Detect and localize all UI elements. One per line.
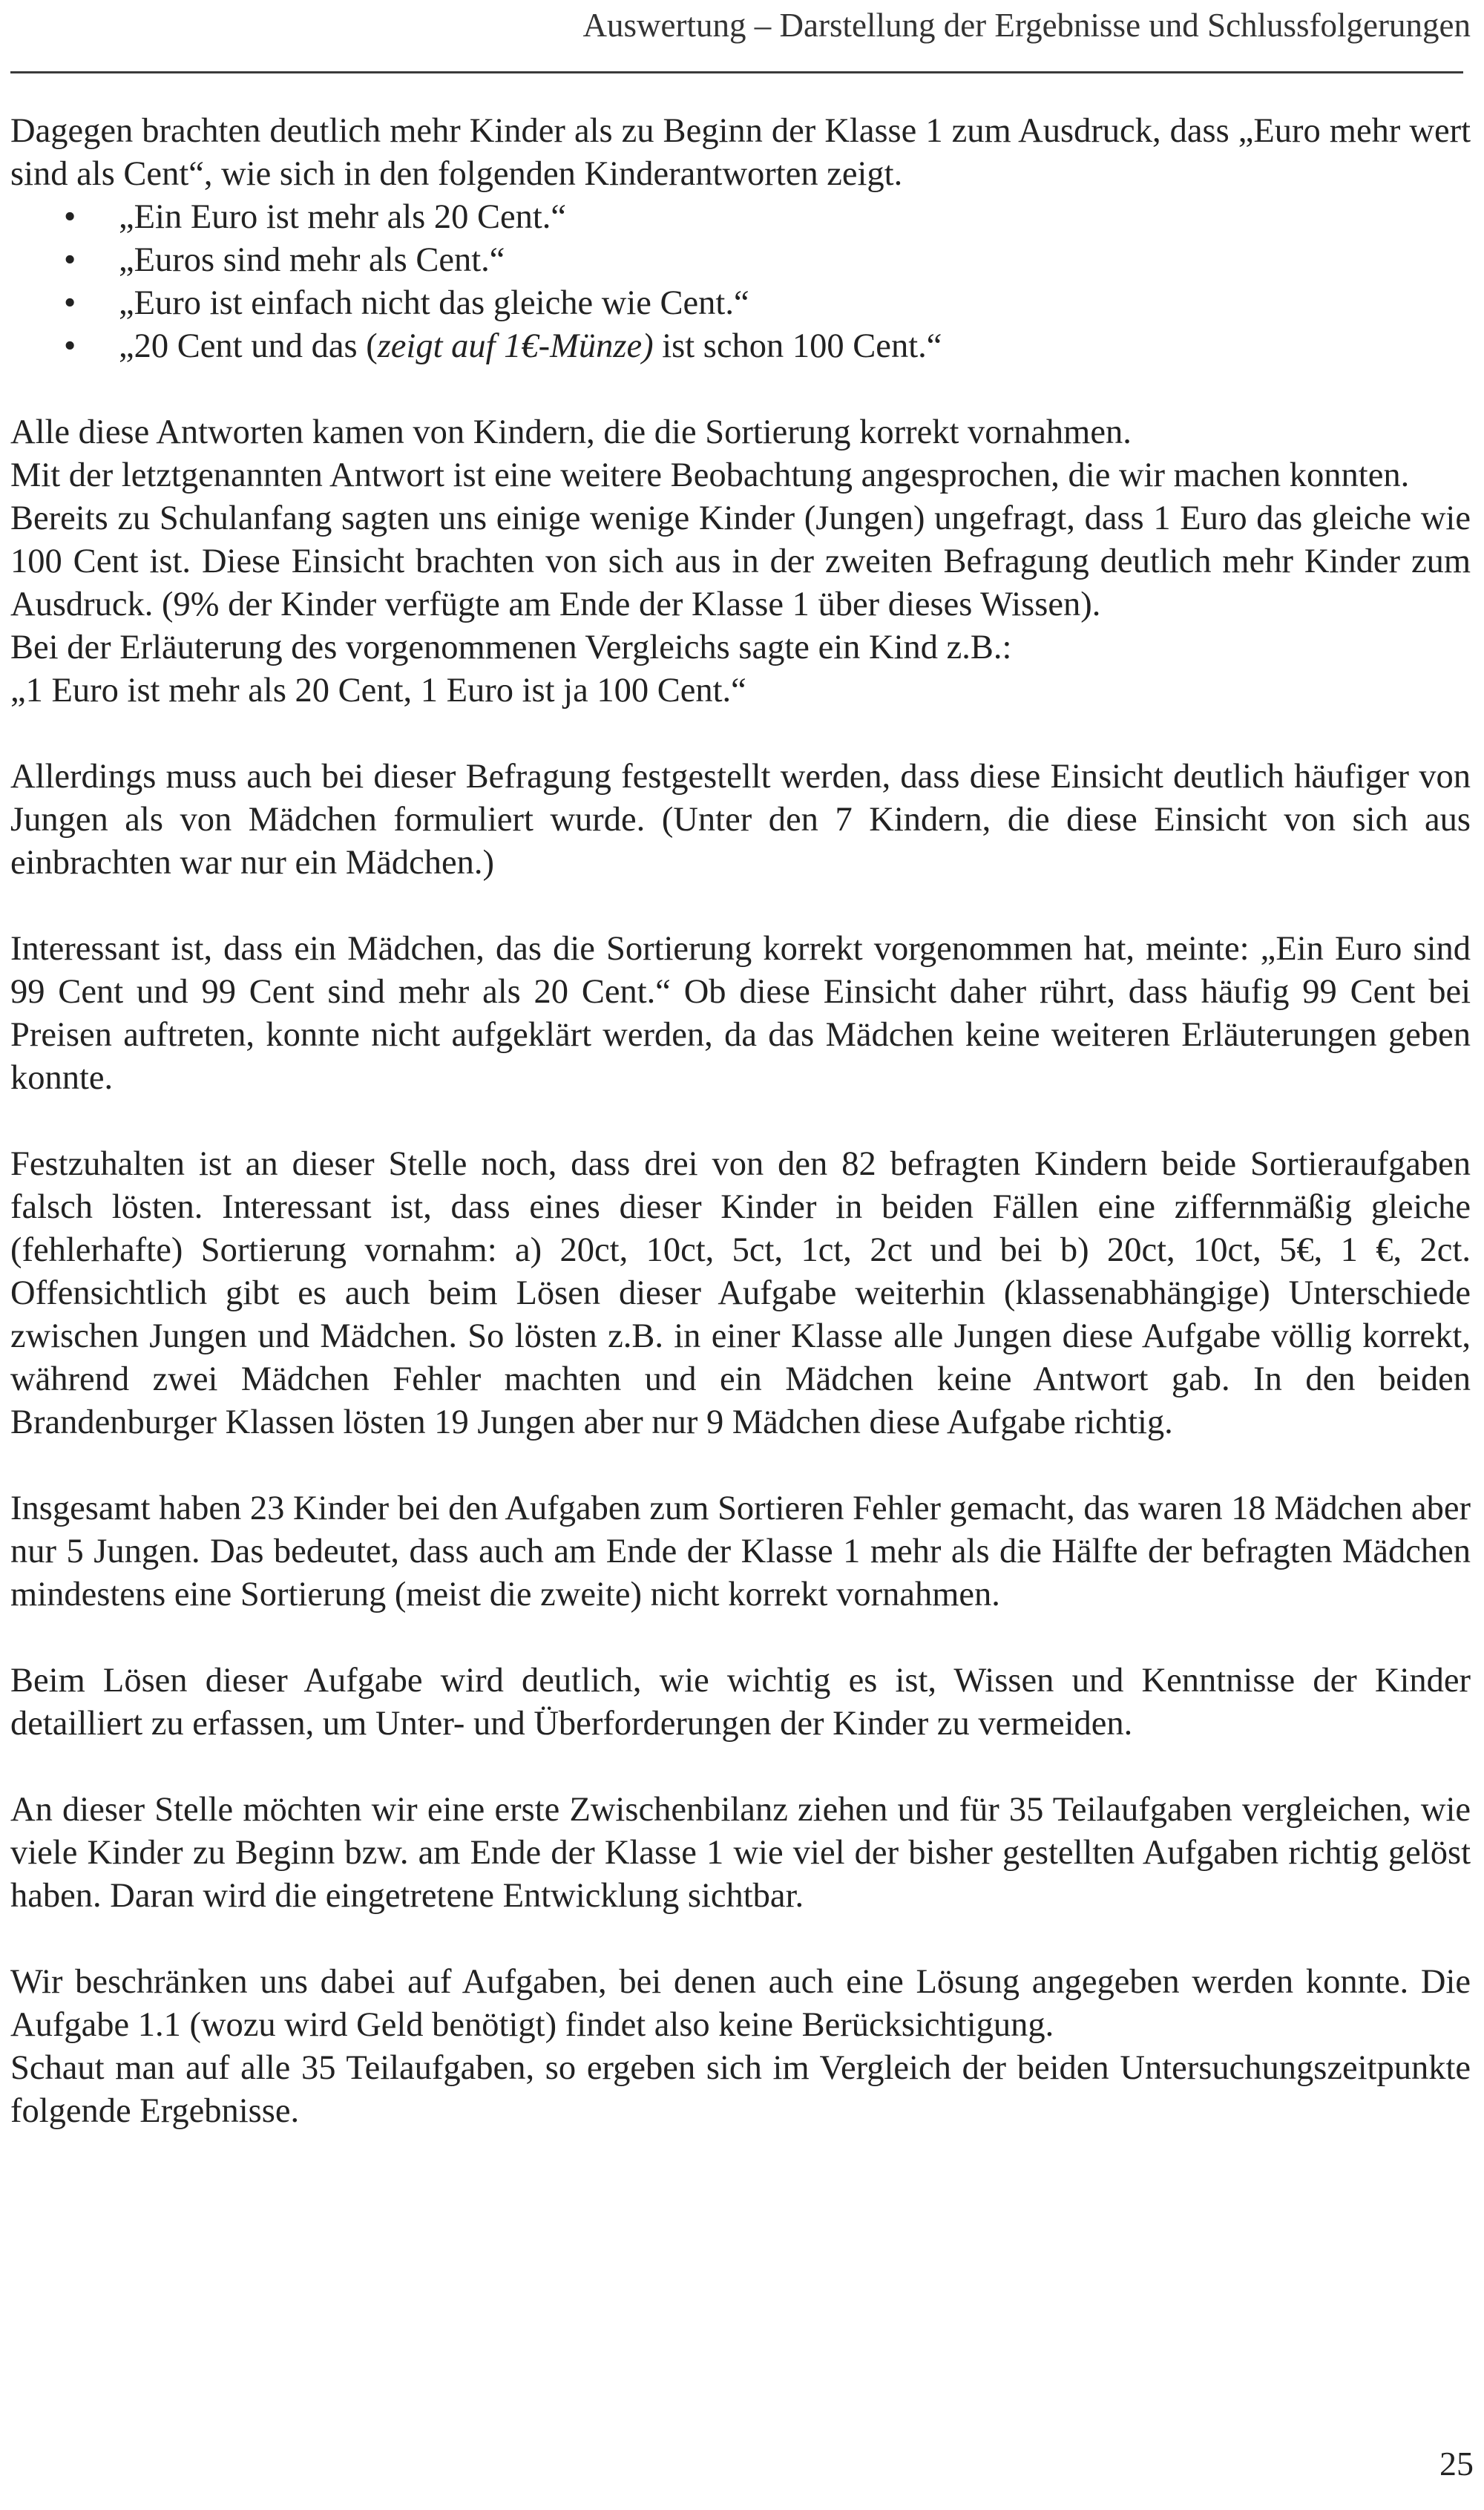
paragraph-intro: Dagegen brachten deutlich mehr Kinder als zu Beginn der Klasse 1 zum Ausdruck, dass „Euro mehr wert sind als Cent“, wie sich in den folgenden Kinderantworten zeigt. — [10, 112, 1471, 193]
bullet-icon: • — [64, 241, 76, 279]
quote-text: „Euro ist einfach nicht das gleiche wie Cent.“ — [119, 284, 749, 322]
running-header: Auswertung – Darstellung der Ergebnisse und Schlussfolgerungen — [582, 7, 1471, 44]
paragraph: Allerdings muss auch bei dieser Befragung festgestellt werden, dass diese Einsicht deutlich häufiger von Jungen als von Mädchen formuliert wurde. (Unter den 7 Kindern, die diese Einsicht von sich aus einbrachten war nur ein Mädchen.) — [10, 758, 1471, 882]
quote-text-start: „20 Cent und das ( — [119, 327, 378, 365]
list-item — [10, 325, 1471, 368]
paragraph: Schaut man auf alle 35 Teilaufgaben, so ergeben sich im Vergleich der beiden Untersuchungszeitpunkte folgende Ergebnisse. — [10, 2049, 1471, 2130]
quote-list — [10, 196, 1471, 368]
bullet-icon: • — [64, 327, 76, 365]
body-text — [10, 110, 1471, 2133]
paragraph: Beim Lösen dieser Aufgabe wird deutlich, wie wichtig es ist, Wissen und Kenntnisse der Kinder detailliert zu erfassen, um Unter- und Überforderungen der Kinder zu vermeiden. — [10, 1662, 1471, 1743]
page-number: 25 — [1439, 2445, 1474, 2483]
quote-text-end: ist schon 100 Cent.“ — [653, 327, 942, 365]
paragraph: An dieser Stelle möchten wir eine erste Zwischenbilanz ziehen und für 35 Teilaufgaben vergleichen, wie viele Kinder zu Beginn bzw. am Ende der Klasse 1 wie viel der bisher gestellten Aufgaben richtig gelöst haben. Daran wird die eingetretene Entwicklung sichtbar. — [10, 1791, 1471, 1915]
paragraph: Bei der Erläuterung des vorgenommenen Vergleichs sagte ein Kind z.B.: — [10, 629, 1012, 666]
quote-text: „Euros sind mehr als Cent.“ — [119, 241, 505, 279]
header-rule — [10, 71, 1463, 73]
quote-text: „Ein Euro ist mehr als 20 Cent.“ — [119, 198, 567, 236]
paragraph: Bereits zu Schulanfang sagten uns einige wenige Kinder (Jungen) ungefragt, dass 1 Euro das gleiche wie 100 Cent ist. Diese Einsicht brachten von sich aus in der zweiten Befragung deutlich mehr Kinder zum Ausdruck. (9% der Kinder verfügte am Ende der Klasse 1 über dieses Wissen). — [10, 499, 1471, 623]
list-item — [10, 239, 1471, 282]
paragraph: Alle diese Antworten kamen von Kindern, die die Sortierung korrekt vornahmen. — [10, 413, 1132, 451]
paragraph: Festzuhalten ist an dieser Stelle noch, dass drei von den 82 befragten Kindern beide Sortieraufgaben falsch lösten. Interessant ist, dass eines dieser Kinder in beiden Fällen eine ziffernmäßig gleiche (fehlerhafte) Sortierung vornahm: a) 20ct, 10ct, 5ct, 1ct, 2ct und bei b) 20ct, 10ct, 5€, 1 €, 2ct. Offensichtlich gibt es auch beim Lösen dieser Aufgabe weiterhin (klassenabhängige) Unterschiede zwischen Jungen und Mädchen. So lösten z.B. in einer Klasse alle Jungen diese Aufgabe völlig korrekt, während zwei Mädchen Fehler machten und ein Mädchen keine Antwort gab. In den beiden Brandenburger Klassen lösten 19 Jungen aber nur 9 Mädchen diese Aufgabe richtig. — [10, 1145, 1471, 1441]
list-item — [10, 282, 1471, 325]
quote-stage-direction: zeigt auf 1€-Münze) — [377, 327, 654, 365]
list-item — [10, 196, 1471, 239]
paragraph: Insgesamt haben 23 Kinder bei den Aufgaben zum Sortieren Fehler gemacht, das waren 18 Mädchen aber nur 5 Jungen. Das bedeutet, dass auch am Ende der Klasse 1 mehr als die Hälfte der befragten Mädchen mindestens eine Sortierung (meist die zweite) nicht korrekt vornahmen. — [10, 1490, 1471, 1613]
paragraph: Wir beschränken uns dabei auf Aufgaben, bei denen auch eine Lösung angegeben werden konnte. Die Aufgabe 1.1 (wozu wird Geld benötigt) findet also keine Berücksichtigung. — [10, 1963, 1471, 2044]
bullet-icon: • — [64, 284, 76, 322]
paragraph: Mit der letztgenannten Antwort ist eine weitere Beobachtung angesprochen, die wir machen konnten. — [10, 456, 1410, 494]
quote-line: „1 Euro ist mehr als 20 Cent, 1 Euro ist ja 100 Cent.“ — [10, 672, 746, 710]
paragraph: Interessant ist, dass ein Mädchen, das die Sortierung korrekt vorgenommen hat, meinte: „Ein Euro sind 99 Cent und 99 Cent sind mehr als 20 Cent.“ Ob diese Einsicht daher rührt, dass häufig 99 Cent bei Preisen auftreten, konnte nicht aufgeklärt werden, da das Mädchen keine weiteren Erläuterungen geben konnte. — [10, 930, 1471, 1097]
bullet-icon: • — [64, 198, 76, 236]
